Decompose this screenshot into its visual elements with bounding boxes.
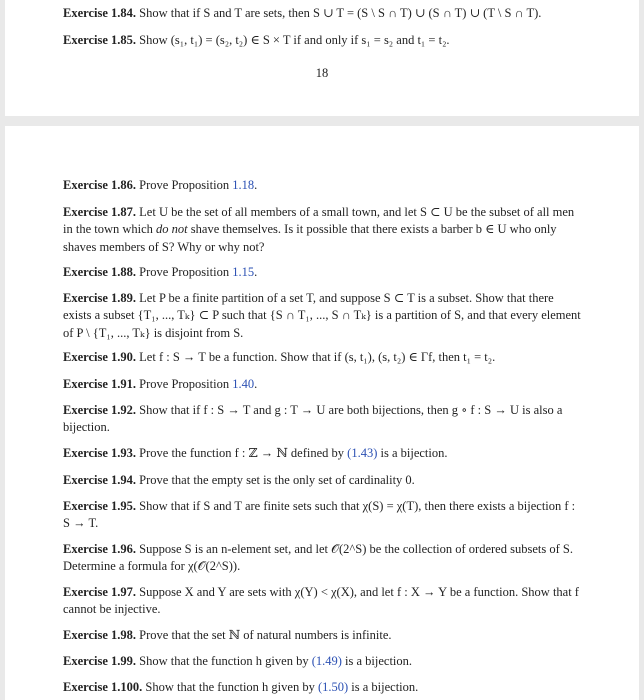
proposition-link[interactable]: 1.18 bbox=[232, 178, 255, 192]
exercise-text: Prove Proposition bbox=[139, 265, 233, 279]
exercise-label: Exercise 1.91. bbox=[63, 377, 137, 391]
exercise-1-97 bbox=[63, 584, 581, 619]
equation-link[interactable]: (1.49) bbox=[311, 654, 342, 668]
exercise-text: Show that if f : S → T and g : T → U are both bijections, then g ∘ f : S → U is also a bijection. bbox=[63, 403, 563, 435]
exercise-1-92 bbox=[63, 402, 581, 437]
exercise-text: Show (s₁, t₁) = (s₂, t₂) ∈ S × T if and only if s₁ = s₂ and t₁ = t₂. bbox=[139, 33, 450, 47]
page-bottom bbox=[5, 126, 639, 700]
exercise-text-end: is a bijection. bbox=[348, 680, 419, 694]
exercise-1-94 bbox=[63, 472, 581, 489]
exercise-emphasis: do not bbox=[156, 222, 188, 237]
exercise-text: Prove Proposition bbox=[139, 178, 233, 192]
exercise-1-85 bbox=[63, 32, 581, 49]
proposition-link[interactable]: 1.15 bbox=[232, 265, 255, 279]
exercise-label: Exercise 1.88. bbox=[63, 265, 137, 279]
equation-link[interactable]: (1.43) bbox=[347, 446, 378, 460]
exercise-label: Exercise 1.84. bbox=[63, 6, 137, 20]
exercise-label: Exercise 1.93. bbox=[63, 446, 137, 460]
equation-link[interactable]: (1.50) bbox=[317, 680, 349, 694]
exercise-text-end: is a bijection. bbox=[341, 654, 413, 668]
exercise-label: Exercise 1.87. bbox=[63, 205, 137, 219]
exercise-1-90 bbox=[63, 349, 581, 366]
exercise-1-100 bbox=[63, 679, 581, 696]
exercise-1-87 bbox=[63, 204, 581, 256]
exercise-1-89 bbox=[63, 290, 581, 342]
exercise-label: Exercise 1.99. bbox=[63, 654, 137, 668]
exercise-text: Show that if S and T are finite sets such that χ(S) = χ(T), then there exists a bijection f : S → T. bbox=[63, 499, 576, 531]
exercise-label: Exercise 1.98. bbox=[63, 628, 137, 642]
exercise-label: Exercise 1.89. bbox=[63, 291, 137, 305]
exercise-label: Exercise 1.85. bbox=[63, 33, 137, 47]
exercise-label: Exercise 1.92. bbox=[63, 403, 137, 417]
exercise-label: Exercise 1.90. bbox=[63, 350, 137, 364]
exercise-label: Exercise 1.94. bbox=[63, 473, 137, 487]
exercise-1-96 bbox=[63, 541, 581, 576]
exercise-1-93 bbox=[63, 445, 581, 462]
exercise-label: Exercise 1.100. bbox=[63, 680, 143, 694]
page-number: 18 bbox=[315, 66, 329, 80]
exercise-text: Suppose S is an n-element set, and let 𝒪(2^S) be the collection of ordered subsets of S. Determine a formula for χ(𝒪(2^S)). bbox=[63, 542, 573, 574]
exercise-1-98 bbox=[63, 627, 581, 644]
page-top bbox=[5, 0, 639, 116]
exercise-1-88 bbox=[63, 264, 581, 281]
exercise-text: Prove the function f : ℤ → ℕ defined by bbox=[139, 446, 348, 460]
exercise-text-end: . bbox=[254, 377, 258, 391]
exercise-label: Exercise 1.97. bbox=[63, 585, 137, 599]
exercise-label: Exercise 1.95. bbox=[63, 499, 137, 513]
exercise-text-end: . bbox=[254, 265, 258, 279]
exercise-text: Let U be the set of all members of a small town, and let S ⊂ U be the subset of all men in the town which bbox=[63, 205, 575, 237]
exercise-1-84 bbox=[63, 5, 581, 22]
exercise-text: Prove that the empty set is the only set of cardinality 0. bbox=[139, 473, 415, 487]
exercise-1-86 bbox=[63, 177, 581, 194]
exercise-label: Exercise 1.96. bbox=[63, 542, 137, 556]
exercise-text: Let f : S → T be a function. Show that if (s, t₁), (s, t₂) ∈ Γf, then t₁ = t₂. bbox=[139, 350, 496, 364]
exercise-text: Let P be a finite partition of a set T, and suppose S ⊂ T is a subset. Show that there exists a subset {T₁, ..., Tₖ} ⊂ P such that {S ∩ T₁, ..., S ∩ Tₖ} is a partition of S, and that every element of P \ {T₁, ..., Tₖ} is disjoint from S. bbox=[63, 291, 581, 340]
exercise-text-end: is a bijection. bbox=[377, 446, 448, 460]
exercise-text-end: shave themselves. Is it possible that there exists a barber b ∈ U who only shaves members of S? Why or why not? bbox=[63, 222, 557, 254]
exercise-label: Exercise 1.86. bbox=[63, 178, 137, 192]
exercise-text: Show that if S and T are sets, then S ∪ T = (S \ S ∩ T) ∪ (S ∩ T) ∪ (T \ S ∩ T). bbox=[139, 6, 542, 20]
exercise-text: Show that the function h given by bbox=[145, 680, 318, 694]
exercise-text: Prove Proposition bbox=[139, 377, 233, 391]
exercise-text-end: . bbox=[254, 178, 258, 192]
exercise-1-95 bbox=[63, 498, 581, 533]
exercise-text: Show that the function h given by bbox=[139, 654, 312, 668]
exercise-1-99 bbox=[63, 653, 581, 670]
exercise-text: Prove that the set ℕ of natural numbers is infinite. bbox=[139, 628, 392, 642]
proposition-link[interactable]: 1.40 bbox=[232, 377, 255, 391]
exercise-1-91 bbox=[63, 376, 581, 393]
exercise-text: Suppose X and Y are sets with χ(Y) < χ(X), and let f : X → Y be a function. Show that f cannot be injective. bbox=[63, 585, 579, 617]
